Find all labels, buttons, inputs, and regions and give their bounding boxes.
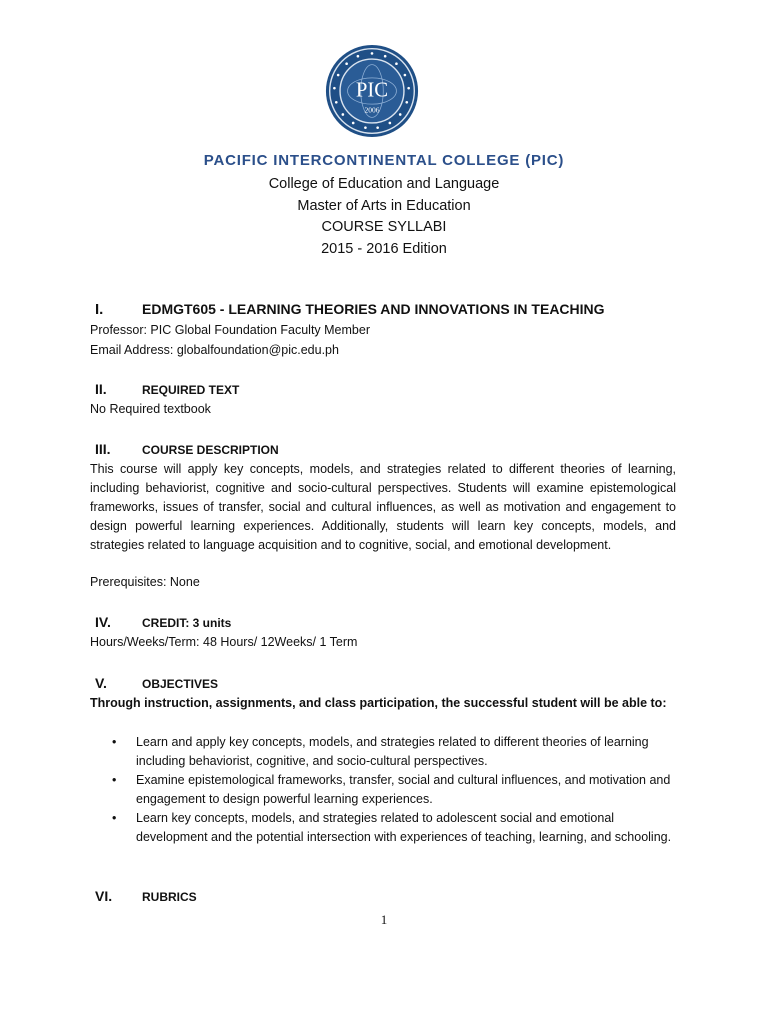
list-item-text: Learn key concepts, models, and strategies related to adolescent social and emotional development and the potential intersection with experiences of teaching, learning, and schooling. (136, 811, 672, 844)
course-description-body: This course will apply key concepts, models, and strategies related to different theories of learning, including behaviorist, cognitive and socio-cultural perspectives. Students will examine epistemological frameworks, issues of transfer, social and cultural influences, as well as motivation and engagement to design powerful learning experiences. Additionally, students will learn key concepts, models, and strategies related to language acquisition and to cognitive, social, and emotional development. (90, 462, 676, 552)
section-numeral: IV. (95, 614, 111, 630)
hours-line: Hours/Weeks/Term: 48 Hours/ 12Weeks/ 1 Term (90, 635, 358, 649)
bullet-icon: • (112, 773, 117, 787)
section-title: COURSE DESCRIPTION (142, 443, 279, 457)
bullet-icon: • (112, 811, 117, 825)
document-type: COURSE SYLLABI (321, 219, 447, 235)
section-numeral: VI. (95, 888, 113, 904)
course-title: EDMGT605 - LEARNING THEORIES AND INNOVATIONS IN TEACHING (142, 301, 605, 317)
prerequisites-line: Prerequisites: None (90, 575, 200, 589)
section-numeral: I. (95, 301, 104, 318)
objectives-list (112, 733, 674, 847)
objectives-intro: Through instruction, assignments, and class participation, the successful student will be able to: (90, 696, 667, 710)
section-title: REQUIRED TEXT (142, 383, 240, 397)
section-title: OBJECTIVES (142, 677, 219, 691)
professor-line: Professor: PIC Global Foundation Faculty Member (90, 323, 370, 337)
list-item (112, 733, 674, 771)
email-line: Email Address: globalfoundation@pic.edu.ph (90, 343, 339, 357)
list-item (112, 809, 674, 847)
section-numeral: III. (95, 441, 111, 457)
section-numeral: II. (95, 381, 107, 397)
section-numeral: V. (95, 675, 107, 691)
edition: 2015 - 2016 Edition (321, 241, 447, 257)
bullet-icon: • (112, 735, 117, 749)
required-text-body: No Required textbook (90, 402, 211, 416)
list-item-text: Learn and apply key concepts, models, and strategies related to different theories of learning including behaviorist, cognitive, and socio-cultural perspectives. (136, 735, 649, 768)
department-name: College of Education and Language (268, 176, 500, 192)
college-name: PACIFIC INTERCONTINENTAL COLLEGE (PIC) (203, 152, 565, 169)
section-title: CREDIT: 3 units (142, 616, 232, 630)
list-item-text: Examine epistemological frameworks, transfer, social and cultural influences, and motivation and engagement to design powerful learning experiences. (136, 773, 671, 806)
section-title: RUBRICS (142, 890, 197, 904)
list-item (112, 771, 674, 809)
svg-text:2006: 2006 (364, 105, 380, 115)
program-name: Master of Arts in Education (297, 198, 471, 214)
college-seal-logo (325, 44, 419, 138)
page-number: 1 (380, 912, 388, 927)
svg-text:PIC: PIC (355, 79, 389, 102)
